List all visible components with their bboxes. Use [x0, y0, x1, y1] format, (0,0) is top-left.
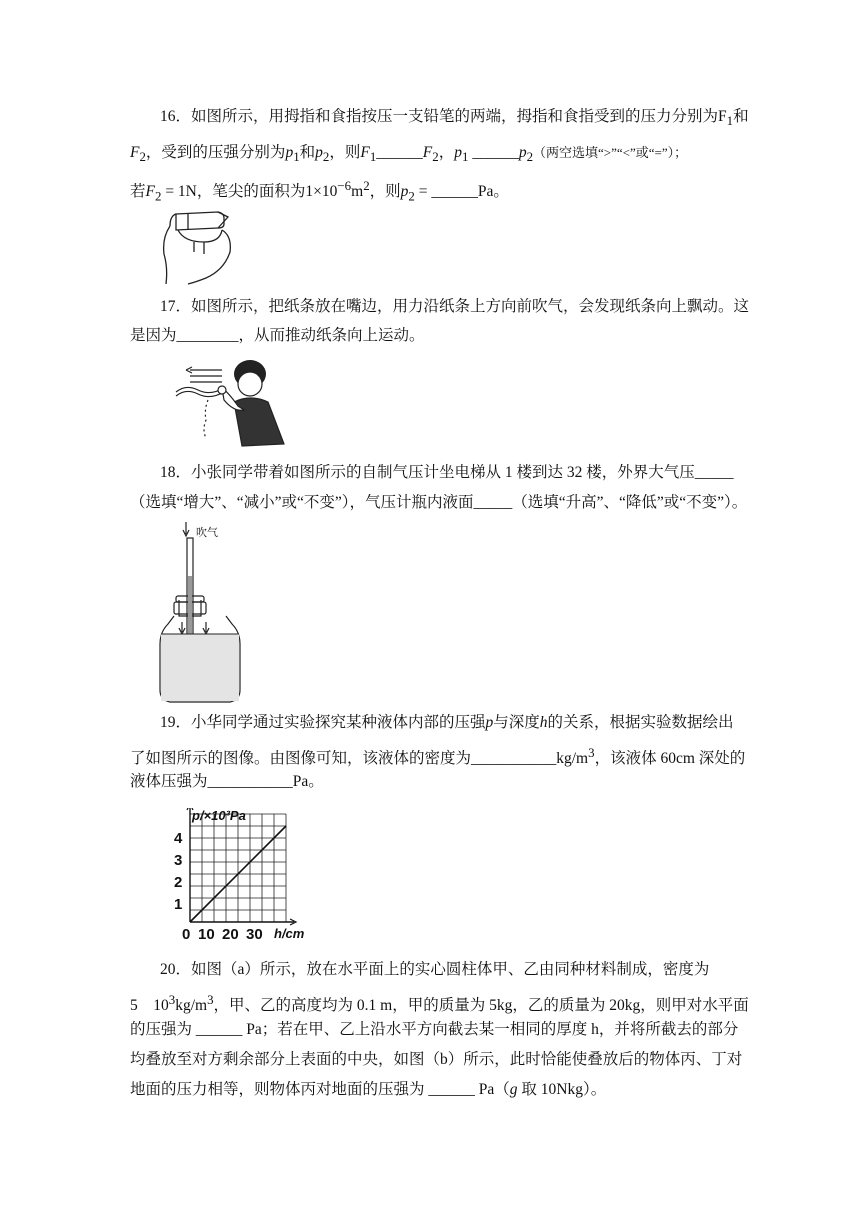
q20-line-4: 均叠放至对方剩余部分上表面的中央，如图（b）所示，此时恰能使叠放后的物体丙、丁对 [130, 1051, 743, 1068]
boy-blowing-paper-figure [172, 354, 290, 448]
x-axis-label: h/cm [274, 926, 305, 941]
q17-line-2: 是因为________，从而推动纸条向上运动。 [130, 327, 425, 344]
hand-pencil-figure [158, 208, 244, 286]
q16-line-2: $F_2$，受到的压强分别为$p_1$和$p_2$，则$F_1\_\_\_\_\_\_F_2$，$p_1$ $\_\_\_\_\_\_p_2$（两空选填“>”“<”或“=”）； [130, 144, 688, 165]
q19-line-1: 19．小华同学通过实验探究某种液体内部的压强p与深度h的关系，根据实验数据绘出 [160, 714, 734, 731]
q17-line-1: 17．如图所示，把纸条放在嘴边，用力沿纸条上方向前吹气，会发现纸条向上飘动。这 [160, 298, 750, 315]
pressure-depth-chart [168, 808, 318, 948]
x-tick-label: 10 [198, 926, 215, 943]
q18-line-2: （选填“增大”、“减小”或“不变”），气压计瓶内液面_____（选填“升高”、“降低”或“不变”）。 [130, 494, 748, 511]
q16-line-3: 若$F_2 = 1N$，笔尖的面积为$1\times 10^{-6}m^2$，则$p_2$ = ______Pa。 [130, 178, 509, 204]
q19-line-3: 液体压强为___________Pa。 [130, 773, 324, 790]
q20-line-1: 20．如图（a）所示，放在水平面上的实心圆柱体甲、乙由同种材料制成，密度为 [160, 961, 710, 978]
y-tick-label: 3 [174, 852, 183, 869]
barometer-drawing [150, 520, 250, 706]
y-tick-label: 2 [174, 874, 183, 891]
q19-line-2: 了如图所示的图像。由图像可知，该液体的密度为$\_\_\_\_\_\_\_\_\_\_\_kg/m^3$，该液体 60cm 深处的 [130, 745, 746, 768]
q18-line-1: 18．小张同学带着如图所示的自制气压计坐电梯从 1 楼到达 32 楼，外界大气压_____ [160, 464, 734, 481]
q20-line-3: 的压强为 ______ Pa；若在甲、乙上沿水平方向截去某一相同的厚度 h，并将所截去的部分 [130, 1021, 739, 1038]
barometer-figure [150, 520, 250, 706]
x-tick-label: 20 [222, 926, 239, 943]
q16-line-1: 16．如图所示，用拇指和食指按压一支铅笔的两端，拇指和食指受到的压力分别为$F_1$和 [160, 108, 749, 129]
y-tick-label: 1 [174, 896, 183, 913]
y-axis-label: p/×10³Pa [192, 808, 246, 823]
y-tick-label: 4 [174, 830, 183, 847]
x-tick-label: 0 [182, 926, 191, 943]
x-tick-label: 30 [246, 926, 263, 943]
q20-line-5: 地面的压力相等，则物体丙对地面的压强为 ______ Pa（g 取 10Nkg）。 [130, 1081, 607, 1098]
q20-line-2: 5 $10^3kg/m^3$，甲、乙的高度均为 0.1 m，甲的质量为 5kg，乙的质量为 20kg，则甲对水平面 [130, 992, 749, 1015]
blow-air-label: 吹气 [196, 526, 218, 539]
